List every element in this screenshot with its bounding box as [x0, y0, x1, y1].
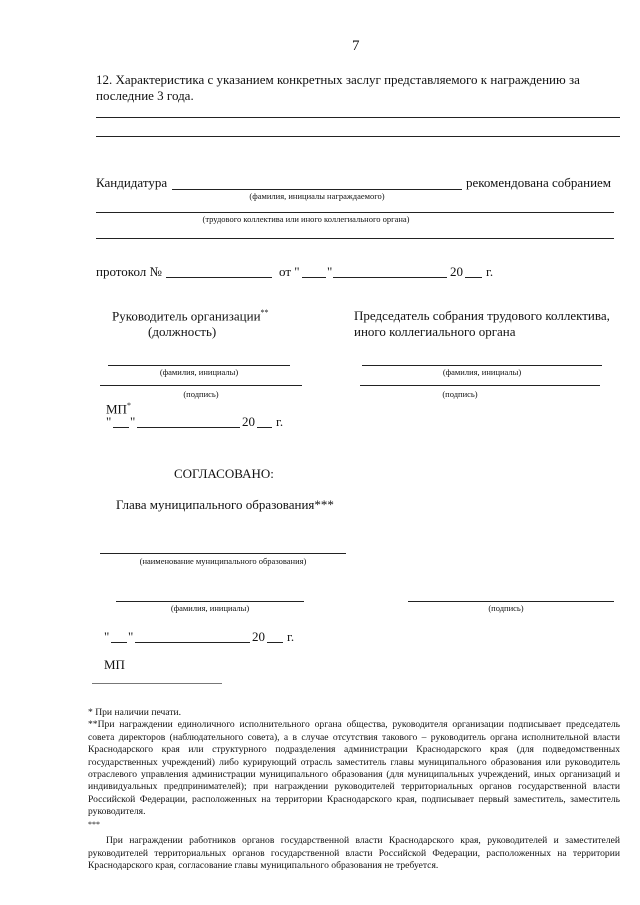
chairman-name-field[interactable] [362, 365, 602, 366]
recommended-label: рекомендована собранием [466, 175, 612, 190]
head-org-position: (должность) [148, 324, 217, 339]
head-org-date-open: " [106, 414, 112, 429]
footnote-divider [92, 683, 222, 684]
head-org-day-field[interactable] [113, 427, 129, 428]
head-org-year-suffix: г. [276, 414, 284, 429]
footnote-3-mark: *** [88, 819, 100, 829]
footnote-3 [88, 819, 620, 873]
head-org-stamp: МП* [106, 401, 131, 417]
head-org-name-caption: (фамилия, инициалы) [159, 367, 239, 377]
protocol-year-field[interactable] [465, 277, 482, 278]
protocol-quote-close: " [327, 264, 333, 279]
municipality-name-field[interactable] [100, 553, 346, 554]
head-org-year-field[interactable] [257, 427, 272, 428]
agreed-month-field[interactable] [135, 642, 250, 643]
municipality-head-name-caption: (фамилия, инициалы) [170, 603, 250, 613]
municipality-head-sign-caption: (подпись) [488, 603, 524, 613]
agreed-date-open: " [104, 629, 110, 644]
characteristic-line-1[interactable] [96, 117, 620, 118]
protocol-from-label: от " [279, 264, 300, 279]
head-municipality-title: Глава муниципального образования*** [116, 497, 334, 512]
footnote-2: **При награждении единоличного исполнительного органа общества, руководителя организации подписывает председатель совета директоров (наблюдательного совета), а в случае отсутствия такового – руководитель органа исполнительной власти Краснодарского края или структурного подразделения администрации Краснодарского края (для подведомственных государственных учреждений) либо курирующий отрасль заместитель главы муниципального образования или руководитель отраслевого управления администрации муниципального образования (для муниципальных учреждений, иных организаций и индивидуальных предпринимателей); при награждении руководителей территориальных органов государственной власти Российской Федерации, расположенных на территории Краснодарского края, подписывает первый заместитель, заместитель руководителя. [88, 719, 620, 818]
candidacy-label: Кандидатура [96, 175, 168, 190]
protocol-number-field[interactable] [166, 277, 272, 278]
municipality-head-sign-field[interactable] [408, 601, 614, 602]
candidate-name-caption: (фамилия, инициалы награждаемого) [249, 191, 385, 201]
collective-field[interactable] [96, 212, 614, 213]
protocol-year-suffix: г. [486, 264, 494, 279]
protocol-year-prefix: 20 [450, 264, 463, 279]
head-org-sign-field[interactable] [100, 385, 302, 386]
chairman-title-line2: иного коллегиального органа [354, 324, 516, 339]
footnote-3-text: При награждении работников органов государственной власти Краснодарского края, руководителей и заместителей руководителей территориальных органов государственной власти Российской Федерации, расположенных на территории Краснодарского края, согласование главы муниципального образования не требуется. [88, 835, 620, 872]
candidate-name-field[interactable] [172, 189, 462, 190]
footnote-1: * При наличии печати. [88, 707, 182, 718]
head-org-sign-caption: (подпись) [183, 389, 219, 399]
chairman-sign-caption: (подпись) [442, 389, 478, 399]
page-number: 7 [352, 38, 360, 54]
footnotes [88, 707, 620, 872]
head-org-year-prefix: 20 [242, 414, 255, 429]
head-org-month-field[interactable] [137, 427, 240, 428]
agreed-year-field[interactable] [267, 642, 283, 643]
agreed-year-prefix: 20 [252, 629, 265, 644]
agreed-stamp: МП [104, 657, 125, 672]
chairman-title-line1: Председатель собрания трудового коллектива, [354, 308, 610, 323]
protocol-month-field[interactable] [333, 277, 447, 278]
head-org-name-field[interactable] [108, 365, 290, 366]
agreed-day-field[interactable] [111, 642, 127, 643]
head-org-title: Руководитель организации** [112, 308, 269, 324]
municipality-caption: (наименование муниципального образования) [139, 556, 307, 566]
protocol-label: протокол № [96, 264, 162, 279]
agreed-date-close: " [128, 629, 134, 644]
characteristic-line-2[interactable] [96, 136, 620, 137]
collective-field-2[interactable] [96, 238, 614, 239]
agreed-year-suffix: г. [287, 629, 295, 644]
section-12-heading: 12. Характеристика с указанием конкретных заслуг представляемого к награждению за [96, 72, 580, 87]
protocol-day-field[interactable] [302, 277, 326, 278]
agreed-title: СОГЛАСОВАНО: [174, 466, 274, 481]
chairman-name-caption: (фамилия, инициалы) [442, 367, 522, 377]
municipality-head-name-field[interactable] [116, 601, 304, 602]
section-12-heading-cont: последние 3 года. [96, 88, 194, 103]
chairman-sign-field[interactable] [360, 385, 600, 386]
head-org-date-close: " [130, 414, 136, 429]
collective-caption: (трудового коллектива или иного коллегиального органа) [202, 214, 410, 224]
